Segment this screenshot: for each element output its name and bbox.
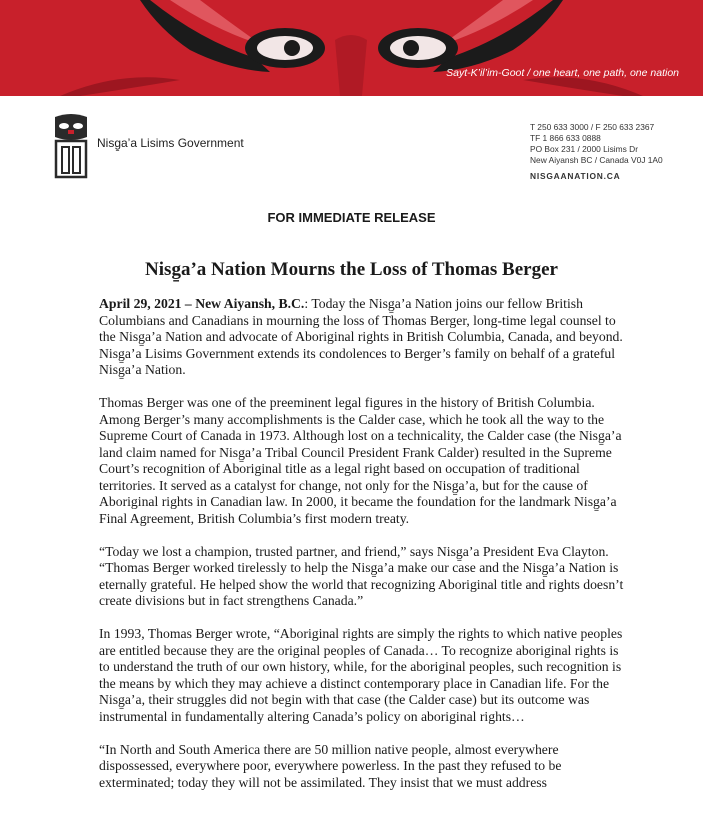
press-release-body bbox=[99, 296, 629, 808]
paragraph-4: In 1993, Thomas Berger wrote, “Aboriginal rights are simply the rights to which native peoples are entitled because they are the original peoples of Canada… To recognize aboriginal rights is to understand the truth of our own history, while, for the aboriginal peoples, such recognition is the means by which they may achieve a distinct contemporary place in Canadian life. For the Nisg̱a’a, their struggles did not begin with that case (the Calder case) but its outcome was instrumental in fundamentally altering Canada’s policy on aboriginal rights… bbox=[99, 626, 623, 724]
website-link[interactable]: NISGAANATION.CA bbox=[530, 171, 621, 181]
page-title: Nisg̱a’a Nation Mourns the Loss of Thomas Berger bbox=[145, 259, 558, 280]
contact-phone-fax: T 250 633 3000 / F 250 633 2367 bbox=[530, 122, 655, 132]
formline-mask-art-icon bbox=[0, 0, 703, 96]
paragraph-3: “Today we lost a champion, trusted partner, and friend,” says Nisg̱a’a President Eva Clayton. “Thomas Berger worked tirelessly to help the Nisg̱a’a make our case and the Nisg̱a’a Nation is eternally grateful. He helped show the world that recognizing Aboriginal title and rights doesn’t create divisions but in fact strengthens Canada.” bbox=[99, 543, 624, 608]
contact-address-line1: PO Box 231 / 2000 Lisims Dr bbox=[530, 144, 638, 154]
paragraph-1-text: : Today the Nisg̱a’a Nation joins our fellow British Columbians and Canadians in mourning the loss of Thomas Berger, long-time legal counsel to the Nisg̱a’a Nation and advocate of Aboriginal rights in British Columbia, Canada, and beyond. Nisg̱a’a Lisims Government extends its condolences to Berger’s family on behalf of a grateful Nisg̱a’a Nation. bbox=[99, 296, 623, 377]
paragraph-1 bbox=[99, 296, 629, 379]
contact-address-line2: New Aiyansh BC / Canada V0J 1A0 bbox=[530, 155, 663, 165]
contact-block bbox=[530, 122, 663, 182]
dateline: April 29, 2021 – New Aiyansh, B.C. bbox=[99, 296, 305, 311]
release-label: FOR IMMEDIATE RELEASE bbox=[267, 210, 436, 225]
header-banner bbox=[0, 0, 703, 96]
banner-tagline: Sayt-K’il’im-Goot / one heart, one path, one nation bbox=[446, 67, 679, 79]
paragraph-2: Thomas Berger was one of the preeminent legal figures in the history of British Columbia. Among Berger’s many accomplishments is the Calder case, which he took all the way to the Supreme Court of Canada in 1973. Although lost on a technicality, the Calder case (the Nisg̱a’a land claim named for Nisg̱a’a Tribal Council President Frank Calder) resulted in the Supreme Court’s recognition of Aboriginal title as a legal right based on occupation of traditional territories. It served as a catalyst for change, not only for the Nisg̱a’a, but for the cause of Aboriginal rights in Canadian law. In 2000, it became the foundation for the landmark Nisg̱a’a Final Agreement, British Columbia’s first modern treaty. bbox=[99, 395, 622, 526]
nisgaa-crest-icon bbox=[52, 113, 90, 184]
paragraph-5: “In North and South America there are 50 million native people, almost everywhere dispossessed, everywhere poor, everywhere powerless. In the past they refused to be exterminated; today they will not be assimilated. They insist that we must address bbox=[99, 741, 562, 790]
government-name: Nisg̱a’a Lisims Government bbox=[97, 136, 244, 150]
contact-toll-free: TF 1 866 633 0888 bbox=[530, 133, 601, 143]
